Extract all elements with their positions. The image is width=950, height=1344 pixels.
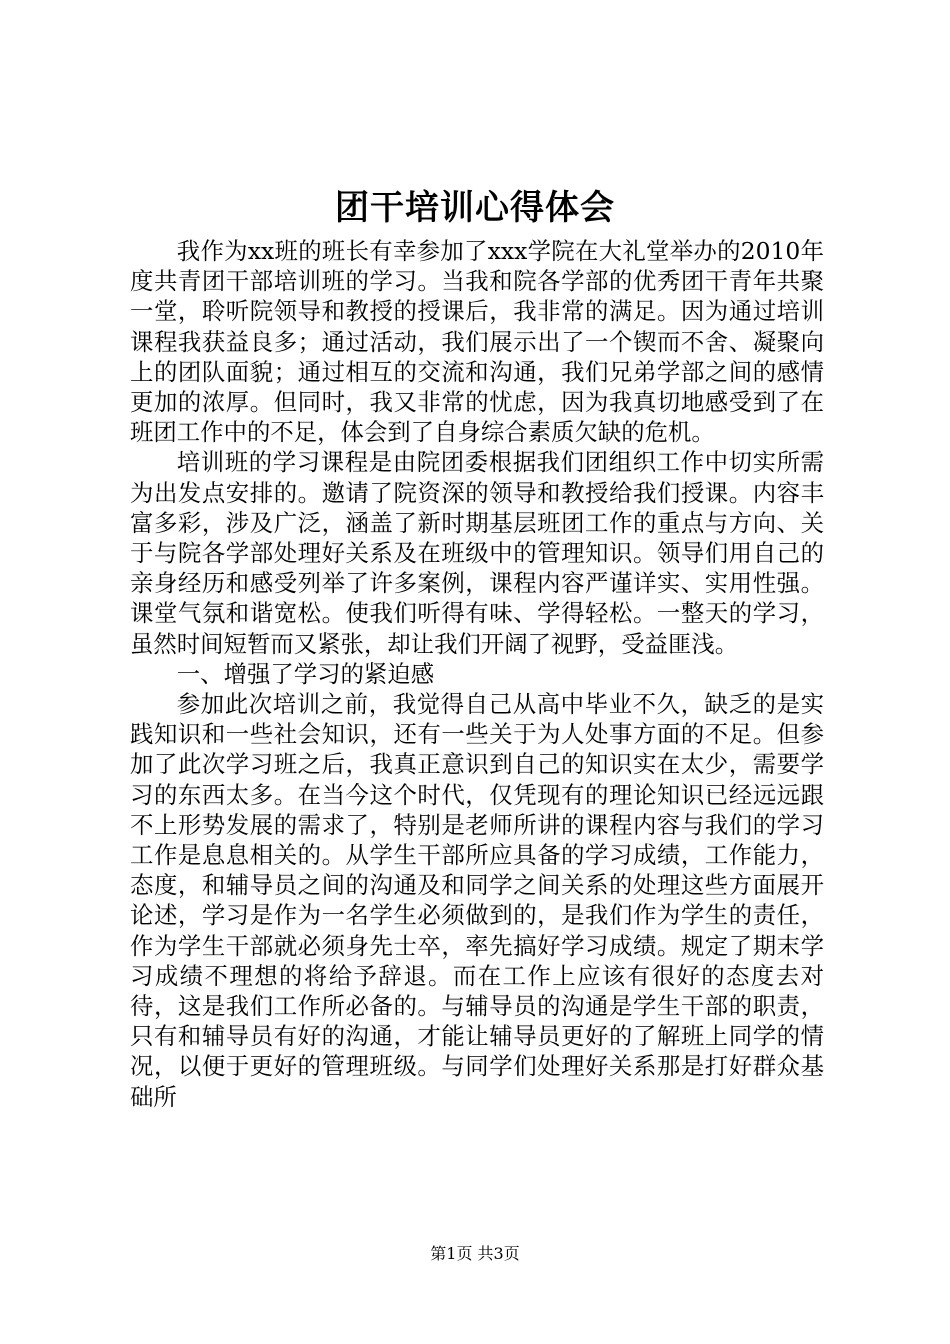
page-number-footer: 第1页 共3页 xyxy=(430,1244,520,1263)
paragraph-course: 培训班的学习课程是由院团委根据我们团组织工作中切实所需为出发点安排的。邀请了院资深的领导和教授给我们授课。内容丰富多彩，涉及广泛，涵盖了新时期基层班团工作的重点与方向、关于与院各学部处理好关系及在班级中的管理知识。领导们用自己的亲身经历和感受列举了许多案例，课程内容严谨详实、实用性强。课堂气氛和谐宽松。使我们听得有味、学得轻松。一整天的学习，虽然时间短暂而又紧张，却让我们开阔了视野，受益匪浅。 xyxy=(130,448,824,658)
paragraph-intro: 我作为xx班的班长有幸参加了xxx学院在大礼堂举办的2010年度共青团干部培训班的学习。当我和院各学部的优秀团干青年共聚一堂，聆听院领导和教授的授课后，我非常的满足。因为通过培训课程我获益良多；通过活动，我们展示出了一个锲而不舍、凝聚向上的团队面貌；通过相互的交流和沟通，我们兄弟学部之间的感情更加的浓厚。但同时，我又非常的忧虑，因为我真切地感受到了在班团工作中的不足，体会到了自身综合素质欠缺的危机。 xyxy=(130,237,824,447)
document-body xyxy=(130,236,824,1112)
section-heading: 一、增强了学习的紧迫感 xyxy=(176,659,435,688)
paragraph-section-one: 参加此次培训之前，我觉得自己从高中毕业不久，缺乏的是实践知识和一些社会知识，还有一些关于为人处事方面的不足。但参加了此次学习班之后，我真正意识到自己的知识实在太少，需要学习的东西太多。在当今这个时代，仅凭现有的理论知识已经远远跟不上形势发展的需求了，特别是老师所讲的课程内容与我们的学习工作是息息相关的。从学生干部所应具备的学习成绩，工作能力，态度，和辅导员之间的沟通及和同学之间关系的处理这些方面展开论述，学习是作为一名学生必须做到的，是我们作为学生的责任，作为学生干部就必须身先士卒，率先搞好学习成绩。规定了期末学习成绩不理想的将给予辞退。而在工作上应该有很好的态度去对待，这是我们工作所必备的。与辅导员的沟通是学生干部的职责，只有和辅导员有好的沟通，才能让辅导员更好的了解班上同学的情况，以便于更好的管理班级。与同学们处理好关系那是打好群众基础所 xyxy=(130,690,824,1111)
document-title: 团干培训心得体会 xyxy=(335,188,615,228)
